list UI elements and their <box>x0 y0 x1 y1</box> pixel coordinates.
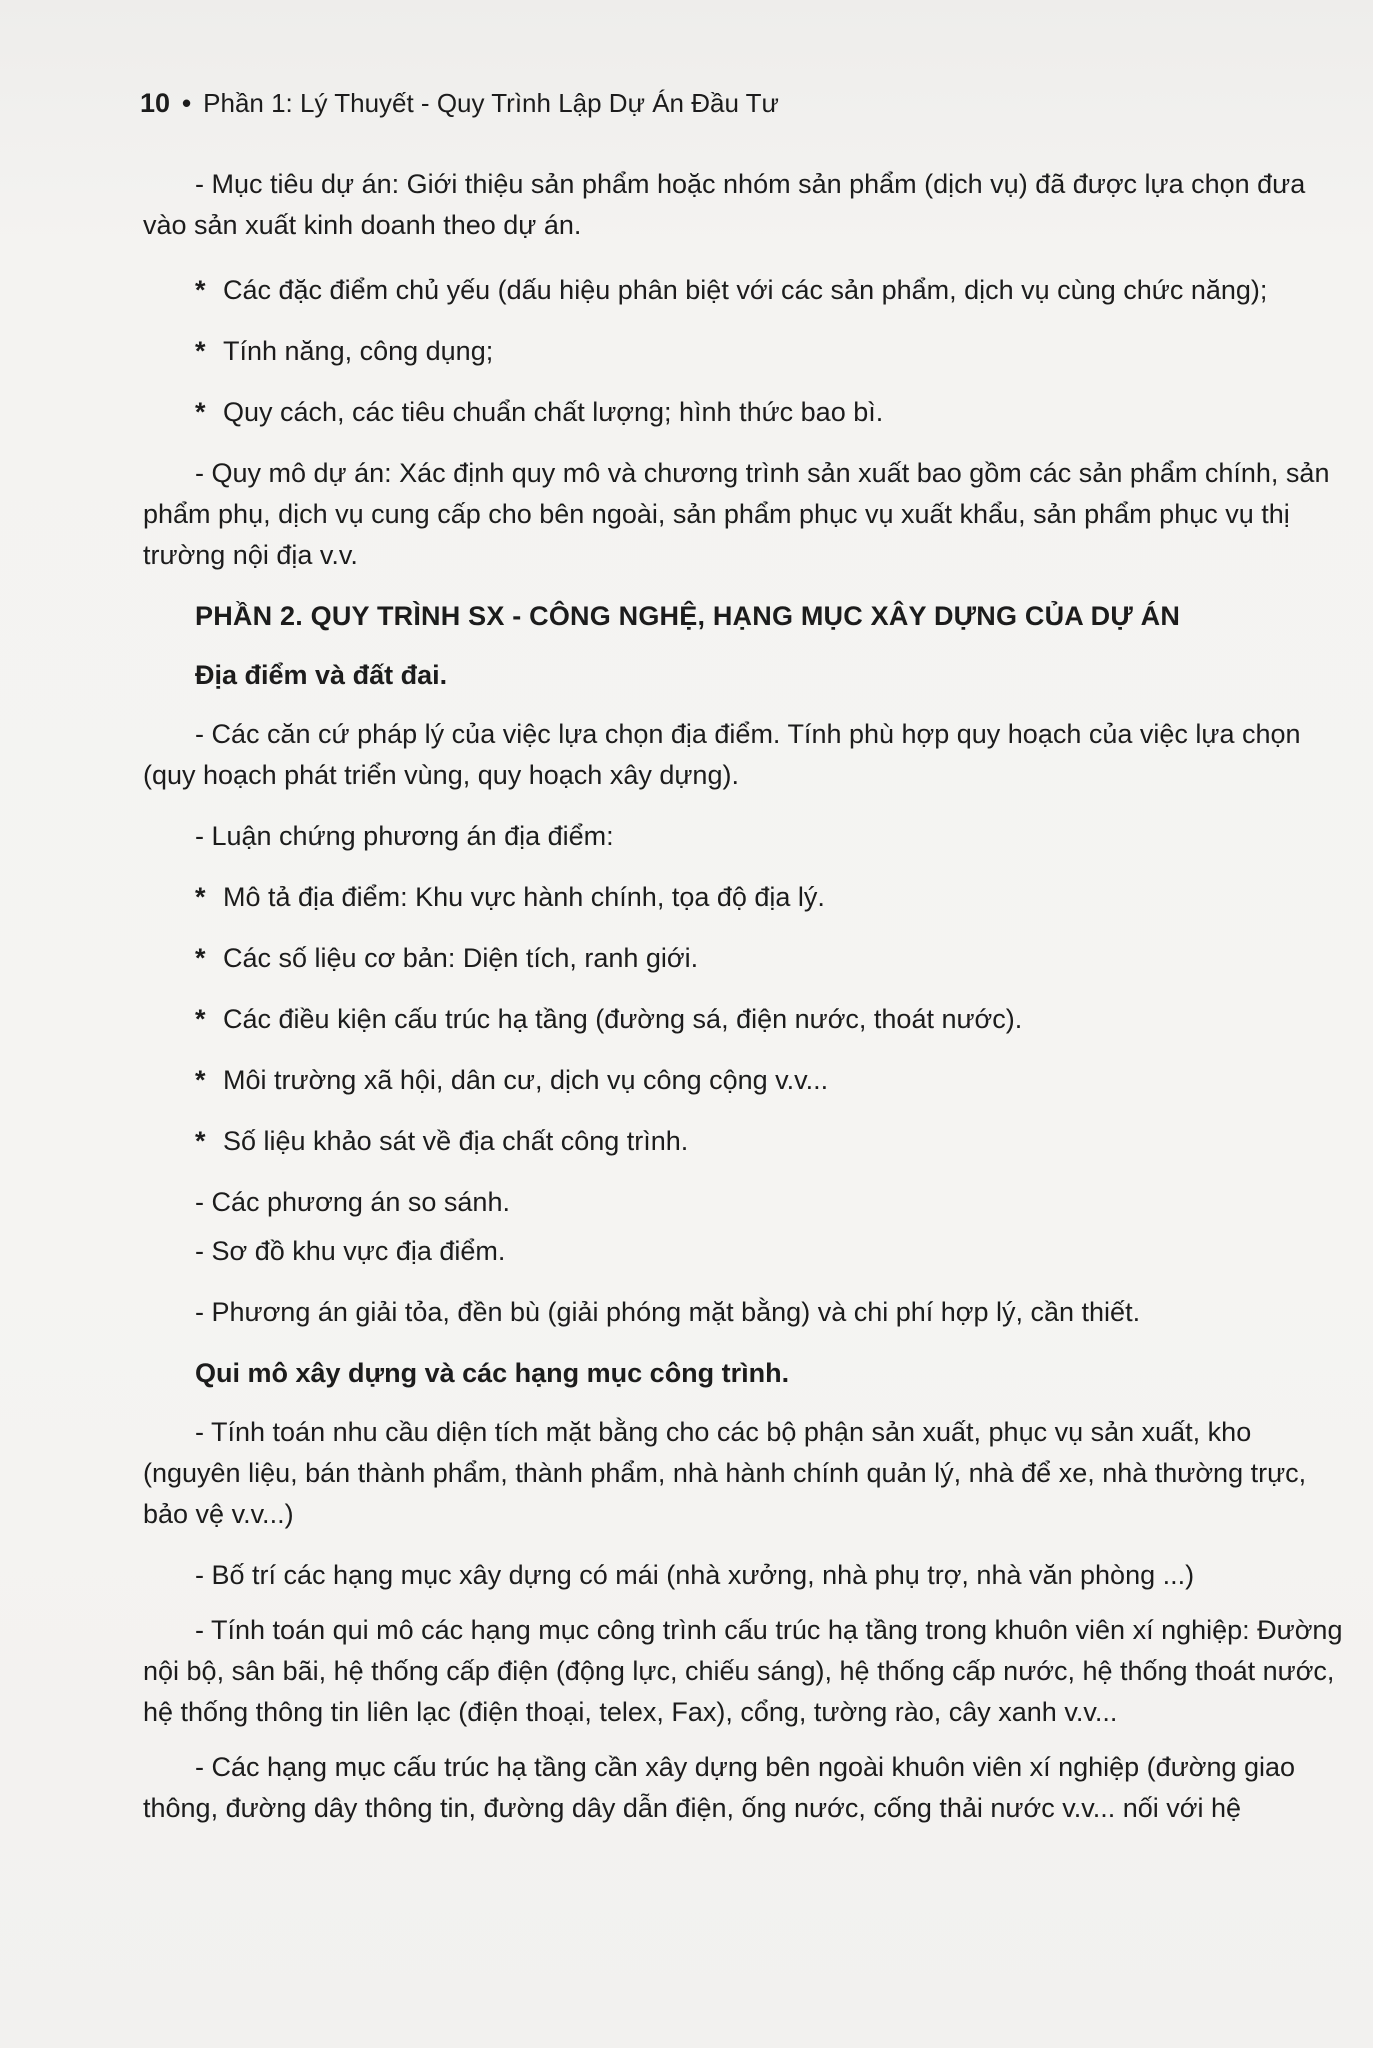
paragraph: - Các hạng mục cấu trúc hạ tầng cần xây dựng bên ngoài khuôn viên xí nghiệp (đường giao thông, đường dây thông tin, đường dây dẫn điện, ống nước, cống thải nước v.v... nối với hệ <box>143 1752 1296 1823</box>
asterisk-bullet-icon: * <box>195 882 206 912</box>
subsection-heading: Qui mô xây dựng và các hạng mục công trình. <box>195 1358 790 1388</box>
bullet-item: * Quy cách, các tiêu chuẩn chất lượng; hình thức bao bì. <box>143 392 1353 433</box>
asterisk-bullet-icon: * <box>195 1126 206 1156</box>
bullet-item: * Các đặc điểm chủ yếu (dấu hiệu phân biệt với các sản phẩm, dịch vụ cùng chức năng); <box>143 270 1353 311</box>
bullet-item: * Tính năng, công dụng; <box>143 331 1353 372</box>
paragraph: - Bố trí các hạng mục xây dựng có mái (nhà xưởng, nhà phụ trợ, nhà văn phòng ...) <box>195 1560 1195 1590</box>
bullet-item: * Môi trường xã hội, dân cư, dịch vụ công cộng v.v... <box>143 1060 1353 1101</box>
page-number: 10 <box>140 88 171 118</box>
section-heading: PHẦN 2. QUY TRÌNH SX - CÔNG NGHỆ, HẠNG MỤC XÂY DỰNG CỦA DỰ ÁN <box>195 601 1181 631</box>
paragraph: - Các phương án so sánh. <box>195 1187 510 1217</box>
paragraph: - Quy mô dự án: Xác định quy mô và chương trình sản xuất bao gồm các sản phẩm chính, sản phẩm phụ, dịch vụ cung cấp cho bên ngoài, sản phẩm phục vụ xuất khẩu, sản phẩm phục vụ thị trường nội địa v.v. <box>143 458 1330 570</box>
asterisk-bullet-icon: * <box>195 1065 206 1095</box>
bullet-item: * Số liệu khảo sát về địa chất công trình. <box>143 1121 1353 1162</box>
header-separator: • <box>182 88 192 118</box>
paragraph: - Luận chứng phương án địa điểm: <box>195 821 614 851</box>
subsection-heading: Địa điểm và đất đai. <box>195 660 448 690</box>
asterisk-bullet-icon: * <box>195 943 206 973</box>
paragraph: - Tính toán qui mô các hạng mục công trình cấu trúc hạ tầng trong khuôn viên xí nghiệp: Đường nội bộ, sân bãi, hệ thống cấp điện (động lực, chiếu sáng), hệ thống cấp nước, hệ thống thoát nước, hệ thống thông tin liên lạc (điện thoại, telex, Fax), cổng, tường rào, cây xanh v.v... <box>143 1615 1343 1727</box>
asterisk-bullet-icon: * <box>195 1004 206 1034</box>
paragraph: - Sơ đồ khu vực địa điểm. <box>195 1236 506 1266</box>
running-header <box>140 88 779 119</box>
bullet-item: * Các điều kiện cấu trúc hạ tầng (đường sá, điện nước, thoát nước). <box>143 999 1353 1040</box>
asterisk-bullet-icon: * <box>195 397 206 427</box>
header-title: Phần 1: Lý Thuyết - Quy Trình Lập Dự Án Đầu Tư <box>203 88 779 118</box>
bullet-item: * Các số liệu cơ bản: Diện tích, ranh giới. <box>143 938 1353 979</box>
bullet-item: * Mô tả địa điểm: Khu vực hành chính, tọa độ địa lý. <box>143 877 1353 918</box>
asterisk-bullet-icon: * <box>195 336 206 366</box>
asterisk-bullet-icon: * <box>195 275 206 305</box>
paragraph: - Phương án giải tỏa, đền bù (giải phóng mặt bằng) và chi phí hợp lý, cần thiết. <box>195 1297 1141 1327</box>
page-body <box>143 164 1353 1829</box>
paragraph: - Tính toán nhu cầu diện tích mặt bằng cho các bộ phận sản xuất, phục vụ sản xuất, kho (nguyên liệu, bán thành phẩm, thành phẩm, nhà hành chính quản lý, nhà để xe, nhà thường trực, bảo vệ v.v...) <box>143 1417 1307 1529</box>
paragraph: - Các căn cứ pháp lý của việc lựa chọn địa điểm. Tính phù hợp quy hoạch của việc lựa chọn (quy hoạch phát triển vùng, quy hoạch xây dựng). <box>143 719 1301 790</box>
paragraph: - Mục tiêu dự án: Giới thiệu sản phẩm hoặc nhóm sản phẩm (dịch vụ) đã được lựa chọn đưa vào sản xuất kinh doanh theo dự án. <box>143 169 1306 240</box>
